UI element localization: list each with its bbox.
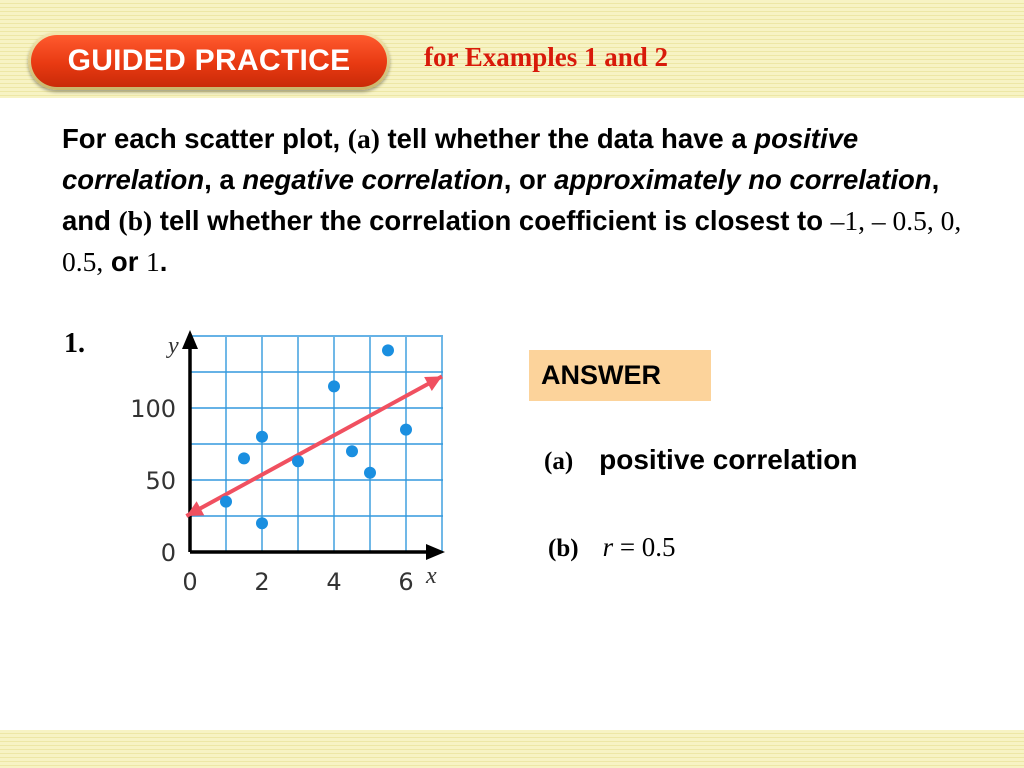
badge-inner	[31, 35, 387, 87]
answer-part-a	[544, 444, 857, 476]
answer-b-tag: (b)	[548, 535, 579, 562]
prompt-period: .	[159, 246, 168, 277]
prompt-part: , a	[204, 164, 235, 195]
x-tick-label: 6	[398, 568, 414, 596]
coefficient-options: –1, – 0.5, 0, 0.5,	[62, 205, 962, 277]
answer-b-variable: r	[602, 532, 614, 562]
part-b-marker: (b)	[118, 205, 153, 236]
guided-practice-badge	[28, 32, 390, 90]
trend-line	[186, 376, 442, 516]
data-point	[220, 496, 232, 508]
badge-label: GUIDED PRACTICE	[67, 44, 351, 77]
coefficient-option-one: 1	[146, 246, 160, 277]
data-point	[292, 455, 304, 467]
data-point	[382, 344, 394, 356]
x-axis-label: x	[426, 563, 437, 589]
data-point	[238, 452, 250, 464]
slide-subtitle: for Examples 1 and 2	[424, 42, 669, 72]
x-tick-label: 4	[326, 568, 342, 596]
instructions-text	[62, 118, 962, 282]
answer-part-b	[548, 532, 676, 563]
x-tick-label: 0	[182, 568, 198, 596]
y-tick-label: 50	[145, 467, 176, 495]
y-tick-label: 0	[160, 539, 176, 567]
answer-b-value: = 0.5	[619, 532, 676, 562]
prompt-part: For each scatter plot,	[62, 123, 341, 154]
part-a-marker: (a)	[347, 123, 380, 154]
positive-correlation-term: positive correlation	[62, 123, 859, 195]
answer-a-tag: (a)	[544, 448, 574, 475]
y-tick-label: 100	[130, 395, 176, 423]
no-correlation-term: approximately no correlation	[554, 164, 932, 195]
answer-label: ANSWER	[541, 360, 661, 390]
prompt-part: , or	[503, 164, 547, 195]
prompt-part: , and	[62, 164, 940, 236]
x-tick-label: 2	[254, 568, 270, 596]
answer-box	[529, 350, 711, 401]
prompt-part: tell whether the correlation coefficient is closest to	[159, 205, 824, 236]
data-point	[328, 380, 340, 392]
scatter-plot	[120, 325, 470, 605]
scatter-plot-svg	[120, 325, 470, 605]
data-point	[256, 517, 268, 529]
negative-correlation-term: negative correlation	[242, 164, 504, 195]
footer-band	[0, 730, 1024, 768]
answer-a-text: positive correlation	[599, 444, 858, 475]
data-point	[364, 467, 376, 479]
answer-b-text	[603, 532, 676, 563]
prompt-part: or	[110, 246, 139, 277]
data-point	[400, 424, 412, 436]
problem-number: 1.	[64, 328, 85, 359]
y-axis-arrowhead	[182, 330, 198, 349]
data-point	[256, 431, 268, 443]
prompt-part: tell whether the data have a	[387, 123, 747, 154]
data-point	[346, 445, 358, 457]
y-axis-label: y	[168, 333, 179, 359]
